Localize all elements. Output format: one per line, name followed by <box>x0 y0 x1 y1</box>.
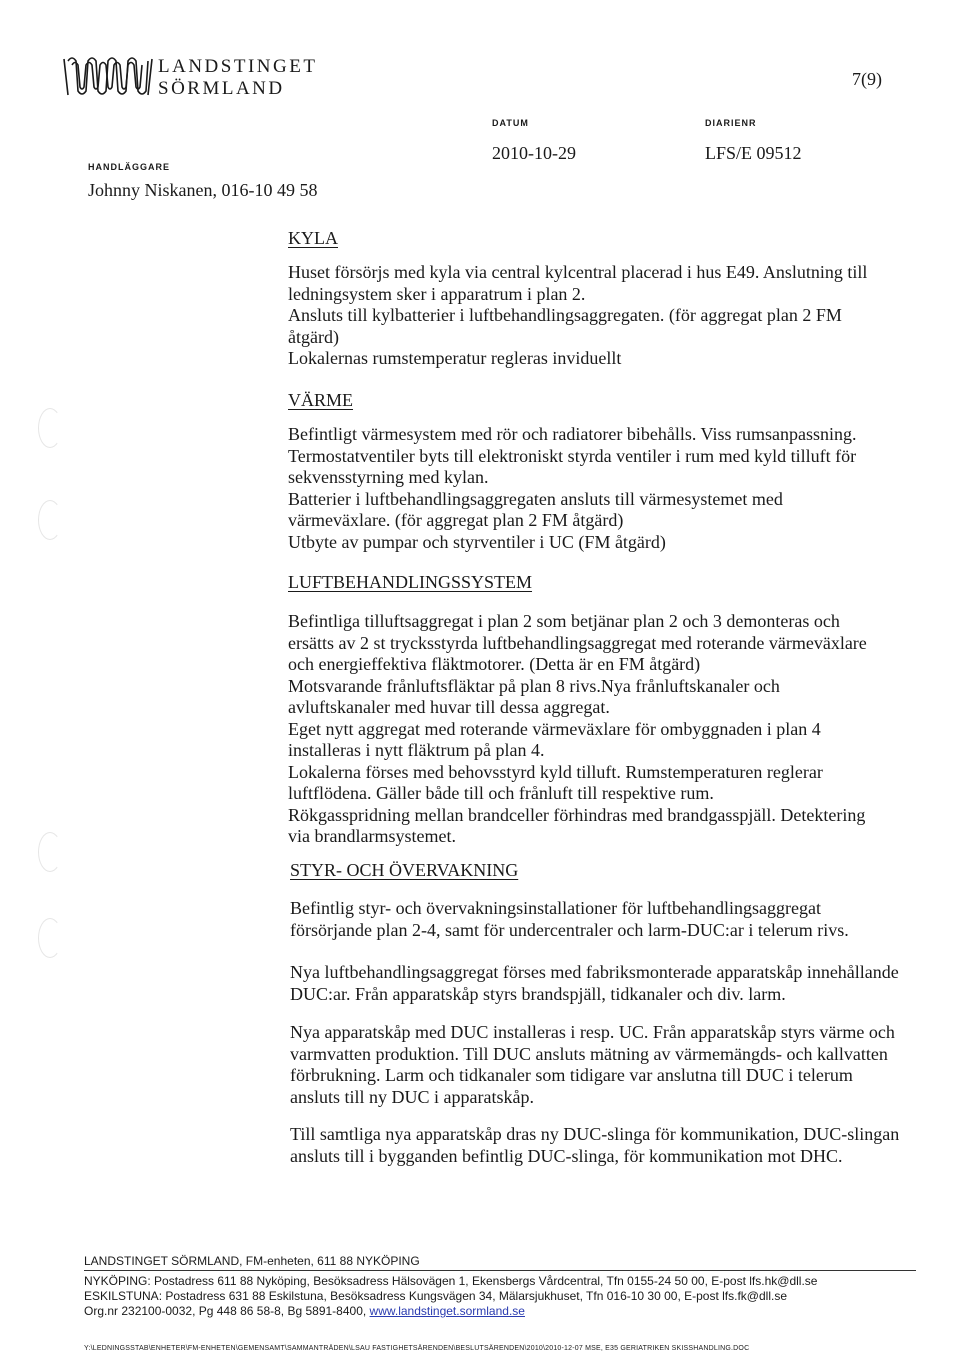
paragraph <box>288 262 867 370</box>
text-line: Befintliga tilluftsaggregat i plan 2 som betjänar plan 2 och 3 demonteras och <box>288 611 840 631</box>
paragraph <box>288 611 867 848</box>
section-heading-kyla: KYLA <box>288 228 338 248</box>
punch-hole-mark <box>38 832 62 872</box>
punch-hole-mark <box>38 408 62 448</box>
text-line: värmeväxlare. (för aggregat plan 2 FM åtgärd) <box>288 510 624 530</box>
text-line: Termostatventiler byts till elektroniskt styrda ventiler i rum med kyld tilluft för <box>288 445 857 466</box>
text-line: Lokalernas rumstemperatur regleras inviduellt <box>288 348 622 368</box>
text-line: Befintlig styr- och övervakningsinstallationer för luftbehandlingsaggregat <box>290 898 821 918</box>
text-line: ledningsystem sker i apparatrum i plan 2. <box>288 283 586 304</box>
paragraph <box>290 1022 895 1108</box>
date-label: DATUM <box>492 118 529 128</box>
text-line: Motsvarande frånluftsfläktar på plan 8 rivs.Nya frånluftskanaler och <box>288 675 780 696</box>
text-line: Lokalerna förses med behovsstyrd kyld tilluft. Rumstemperaturen reglerar <box>288 761 823 782</box>
text-line: avluftskanaler med huvar till dessa aggregat. <box>288 697 610 717</box>
handler-value: Johnny Niskanen, 016-10 49 58 <box>88 180 318 200</box>
paragraph <box>288 424 856 553</box>
text-line: åtgärd) <box>288 326 339 347</box>
footer-divider <box>84 1270 916 1271</box>
paragraph <box>290 1124 899 1167</box>
text-line: Ansluts till kylbatterier i luftbehandlingsaggregaten. (för aggregat plan 2 FM <box>288 305 842 325</box>
logo-text-line1: LANDSTINGET <box>158 56 318 77</box>
text-line: förbrukning. Larm och tidkanaler som tidigare var anslutna till DUC i telerum <box>290 1065 853 1085</box>
section-heading-luftbehandlingssystem: LUFTBEHANDLINGSSYSTEM <box>288 572 533 592</box>
text-line: sekvensstyrning med kylan. <box>288 467 489 487</box>
footer-org-numbers: Org.nr 232100-0032, Pg 448 86 58-8, Bg 5891-8400, <box>84 1304 370 1318</box>
text-line: Batterier i luftbehandlingsaggregaten ansluts till värmesystemet med <box>288 488 783 509</box>
logo-text-line2: SÖRMLAND <box>158 78 285 99</box>
landstinget-logo-icon <box>62 53 154 99</box>
text-line: ansluts till i bygganden befintlig DUC-slinga, för kommunikation mot DHC. <box>290 1145 843 1166</box>
text-line: Huset försörjs med kyla via central kylcentral placerad i hus E49. Anslutning till <box>288 262 868 282</box>
diarienr-label: DIARIENR <box>705 118 757 128</box>
text-line: Till samtliga nya apparatskåp dras ny DUC-slinga för kommunikation, DUC-slingan <box>290 1124 900 1144</box>
diarienr-value: LFS/E 09512 <box>705 143 802 163</box>
text-line: ersätts av 2 st trycksstyrda luftbehandlingsaggregat med roterande värmeväxlare <box>288 632 867 653</box>
text-line: Rökgasspridning mellan brandceller förhindras med brandgasspjäll. Detektering <box>288 804 866 825</box>
text-line: och energieffektiva fläktmotorer. (Detta är en FM åtgärd) <box>288 654 701 674</box>
text-line: försörjande plan 2-4, samt för undercentraler och larm-DUC:ar i telerum rivs. <box>290 919 849 940</box>
text-line: via brandlarmsystemet. <box>288 826 456 846</box>
text-line: Befintligt värmesystem med rör och radiatorer bibehålls. Viss rumsanpassning. <box>288 424 857 444</box>
footer-org-info <box>84 1304 525 1318</box>
text-line: installeras i nytt fläktrum på plan 4. <box>288 740 545 760</box>
date-value: 2010-10-29 <box>492 143 576 163</box>
section-heading-styr-och-overvakning: STYR- OCH ÖVERVAKNING <box>290 860 519 880</box>
text-line: ansluts till ny DUC i apparatskåp. <box>290 1086 534 1107</box>
punch-hole-mark <box>38 918 62 958</box>
page-number: 7(9) <box>852 69 882 89</box>
text-line: luftflödena. Gäller både till och frånluft till respektive rum. <box>288 783 714 803</box>
text-line: Utbyte av pumpar och styrventiler i UC (FM åtgärd) <box>288 531 666 552</box>
footer-file-path: Y:\LEDNINGSSTAB\ENHETER\FM-ENHETEN\GEMENSAMT\SAMMANTRÄDEN\LSAU FASTIGHETSÄRENDEN\BESLUTSÄRENDEN\2010\2010-12-07 MSE, E35 GERIATRIKEN SKISSHANDLING.DOC <box>84 1345 750 1352</box>
section-heading-varme: VÄRME <box>288 390 354 410</box>
text-line: DUC:ar. Från apparatskåp styrs brandspjäll, tidkanaler och div. larm. <box>290 983 786 1004</box>
paragraph <box>290 898 849 941</box>
text-line: Nya apparatskåp med DUC installeras i resp. UC. Från apparatskåp styrs värme och <box>290 1022 895 1042</box>
footer-title: LANDSTINGET SÖRMLAND, FM-enheten, 611 88 NYKÖPING <box>84 1254 420 1268</box>
text-line: Eget nytt aggregat med roterande värmeväxlare för ombyggnaden i plan 4 <box>288 718 821 739</box>
text-line: Nya luftbehandlingsaggregat förses med fabriksmonterade apparatskåp innehållande <box>290 962 899 982</box>
paragraph <box>290 962 899 1005</box>
footer-address-eskilstuna: ESKILSTUNA: Postadress 631 88 Eskilstuna, Besöksadress Kungsvägen 34, Mälarsjukhuset, Tfn 016-10 30 00, E-post lfs.fk@dll.se <box>84 1289 787 1303</box>
website-link[interactable]: www.landstinget.sormland.se <box>369 1304 525 1318</box>
handler-label: HANDLÄGGARE <box>88 162 170 172</box>
punch-hole-mark <box>38 500 62 540</box>
footer-address-nykoping: NYKÖPING: Postadress 611 88 Nyköping, Besöksadress Hälsovägen 1, Ekensbergs Vårdcentral, Tfn 0155-24 50 00, E-post lfs.hk@dll.se <box>84 1274 818 1288</box>
text-line: varmvatten produktion. Till DUC ansluts mätning av värmemängds- och kallvatten <box>290 1043 888 1064</box>
